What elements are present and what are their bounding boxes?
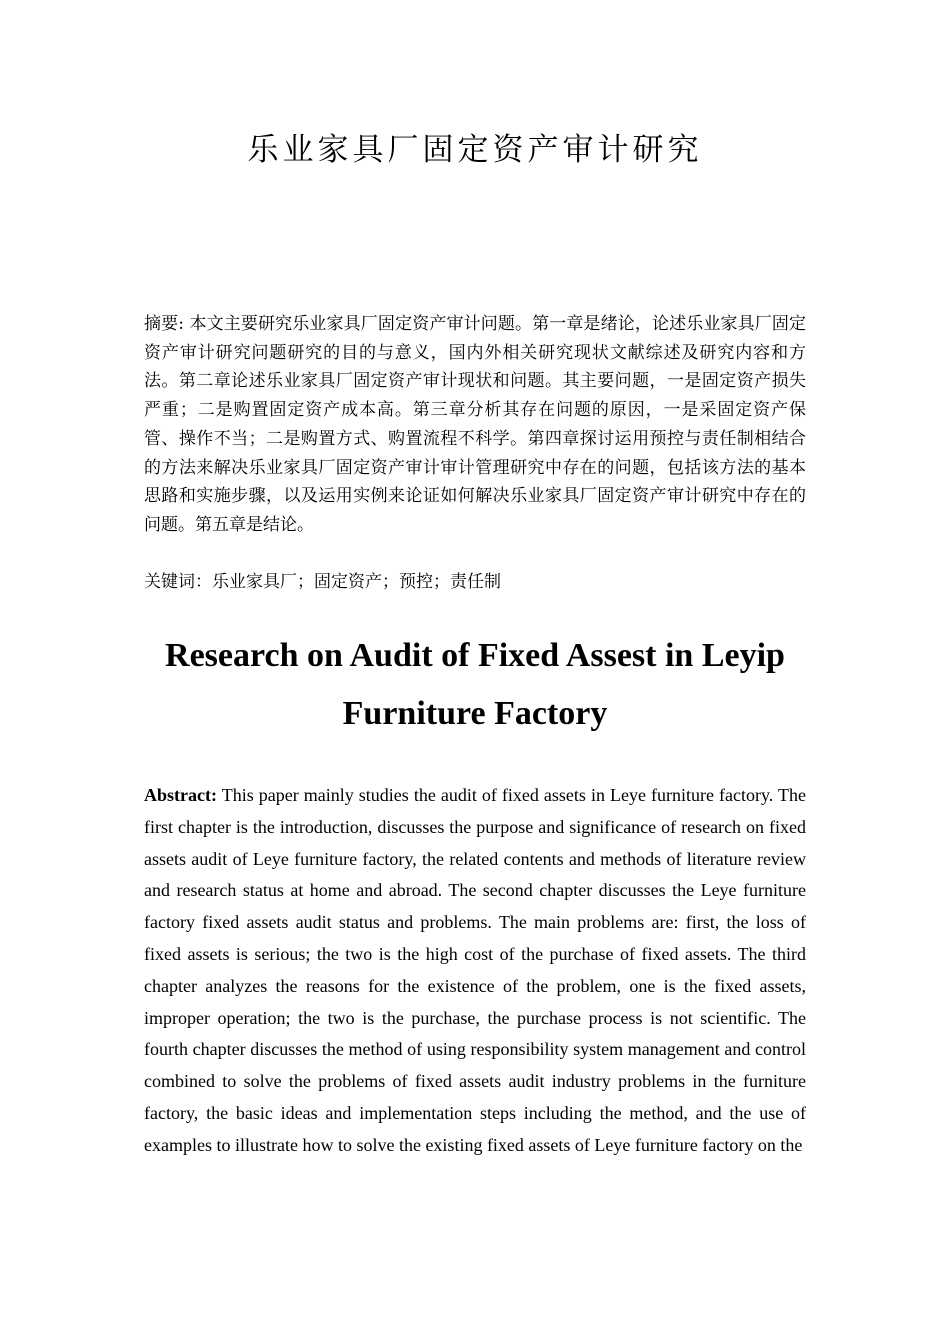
english-abstract (144, 780, 806, 1162)
chinese-title: 乐业家具厂固定资产审计研究 (247, 132, 703, 168)
chinese-keywords-label: 关键词： (144, 572, 212, 592)
chinese-keywords-text: 乐业家具厂；固定资产；预控；责任制 (212, 572, 501, 592)
chinese-abstract-separator: : (178, 314, 190, 334)
english-abstract-text: This paper mainly studies the audit of fixed assets in Leye furniture factory. The first chapter is the introduction, discusses the purpose and significance of research on fixed assets audit of Leye furniture factory, the related contents and methods of literature review and research status at home and abroad. The second chapter discusses the Leye furniture factory fixed assets audit status and problems. The main problems are: first, the loss of fixed assets is serious; the two is the high cost of the purchase of fixed assets. The third chapter analyzes the reasons for the existence of the problem, one is the fixed assets, improper operation; the two is the purchase, the purchase process is not scientific. The fourth chapter discusses the method of using responsibility system management and control combined to solve the problems of fixed assets audit industry problems in the furniture factory, the basic ideas and implementation steps including the method, and the use of examples to illustrate how to solve the existing fixed assets of Leye furniture factory on the (144, 785, 806, 1155)
chinese-abstract-text: 本文主要研究乐业家具厂固定资产审计问题。第一章是绪论，论述乐业家具厂固定资产审计研究问题研究的目的与意义，国内外相关研究现状文献综述及研究内容和方法。第二章论述乐业家具厂固定资产审计现状和问题。其主要问题，一是固定资产损失严重；二是购置固定资产成本高。第三章分析其存在问题的原因，一是采固定资产保管、操作不当；二是购置方式、购置流程不科学。第四章探讨运用预控与责任制相结合的方法来解决乐业家具厂固定资产审计审计管理研究中存在的问题，包括该方法的基本思路和实施步骤，以及运用实例来论证如何解决乐业家具厂固定资产审计研究中存在的问题。第五章是结论。 (144, 314, 807, 535)
english-title: Research on Audit of Fixed Assest in Leyip Furniture Factory (165, 637, 785, 732)
chinese-abstract-label: 摘要 (144, 314, 179, 334)
chinese-keywords (144, 568, 806, 596)
english-abstract-label: Abstract: (144, 785, 217, 805)
chinese-abstract (144, 310, 806, 540)
